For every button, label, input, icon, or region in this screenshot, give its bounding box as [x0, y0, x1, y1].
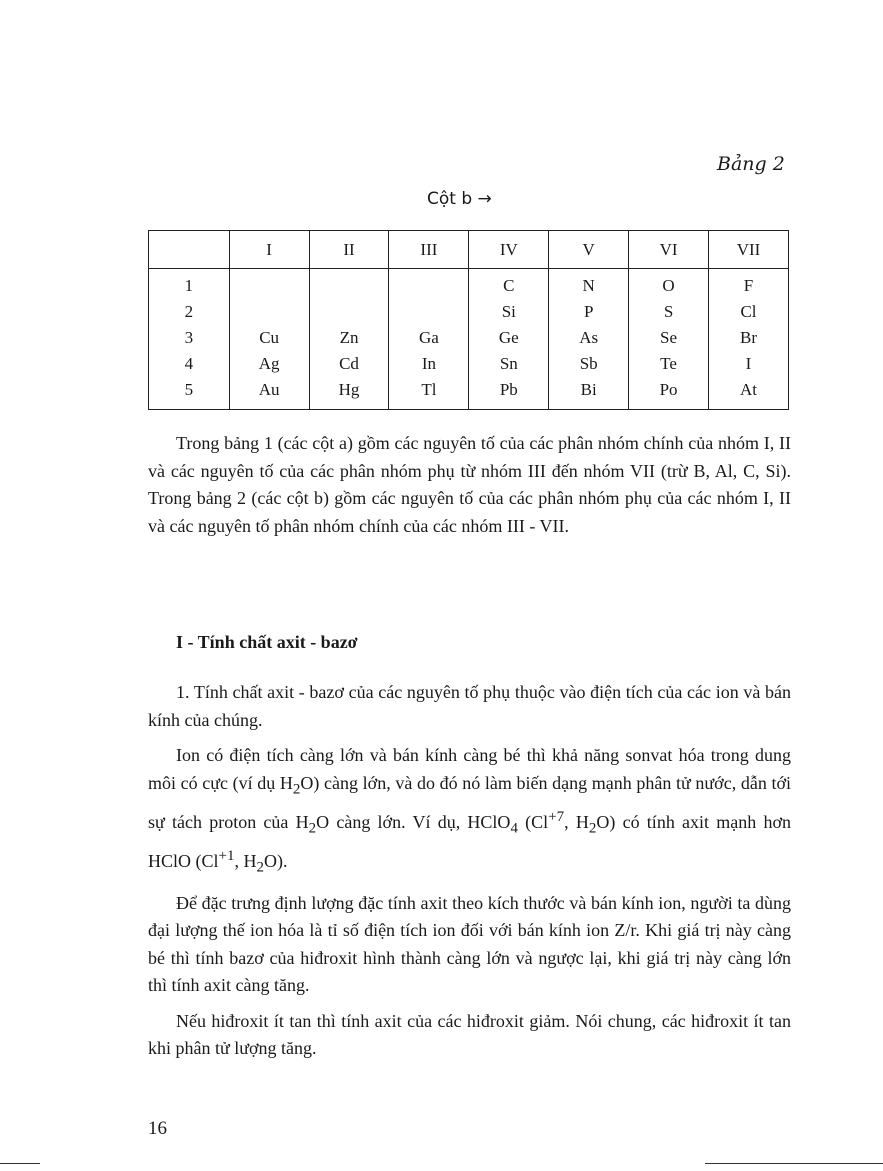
table-cell: O: [629, 269, 709, 300]
table-cell: N: [549, 269, 629, 300]
table-cell: [389, 299, 469, 325]
header-cell: I: [229, 231, 309, 269]
table-cell: P: [549, 299, 629, 325]
header-cell: IV: [469, 231, 549, 269]
table-cell: Pb: [469, 377, 549, 410]
table-cell: I: [708, 351, 788, 377]
table-cell: Ga: [389, 325, 469, 351]
table-cell: C: [469, 269, 549, 300]
table-cell: Sn: [469, 351, 549, 377]
table-cell: Se: [629, 325, 709, 351]
column-label: Cột b →: [427, 189, 492, 209]
table-row: [149, 299, 789, 325]
header-cell: III: [389, 231, 469, 269]
table-header-row: [149, 231, 789, 269]
intro-paragraph: Trong bảng 1 (các cột a) gồm các nguyên tố của các phân nhóm chính của nhóm I, II và các nguyên tố của các phân nhóm phụ từ nhóm III đến nhóm VII (trừ B, Al, C, Si). Trong bảng 2 (các cột b) gồm các nguyên tố của các phân nhóm phụ của các nhóm I, II và các nguyên tố phân nhóm chính của các nhóm III - VII.: [148, 433, 791, 536]
table-cell: Cu: [229, 325, 309, 351]
table-cell: Cd: [309, 351, 389, 377]
intro-paragraph-block: [148, 430, 791, 540]
table-cell: Cl: [708, 299, 788, 325]
table-cell: Au: [229, 377, 309, 410]
periodic-table: [148, 230, 789, 410]
section-heading: I - Tính chất axit - bazơ: [176, 632, 358, 652]
header-cell: II: [309, 231, 389, 269]
table-cell: S: [629, 299, 709, 325]
paragraph-1: 1. Tính chất axit - bazơ của các nguyên tố phụ thuộc vào điện tích của các ion và bán kính của chúng.: [148, 682, 791, 730]
table-cell: [229, 299, 309, 325]
table-cell: Bi: [549, 377, 629, 410]
table-cell: In: [389, 351, 469, 377]
paragraph-3: Để đặc trưng định lượng đặc tính axit theo kích thước và bán kính ion, người ta dùng đại lượng thế ion hóa là tỉ số điện tích ion đối với bán kính ion Z/r. Khi giá trị này càng bé thì tính bazơ của hiđroxit hình thành càng lớn và ngược lại, khi giá trị này càng lớn thì tính axit càng tăng.: [148, 892, 791, 996]
table-cell: Si: [469, 299, 549, 325]
table-cell: At: [708, 377, 788, 410]
table-cell: Te: [629, 351, 709, 377]
table-cell: Ag: [229, 351, 309, 377]
table-cell: Hg: [309, 377, 389, 410]
table-cell: Br: [708, 325, 788, 351]
header-cell: VI: [629, 231, 709, 269]
body-text: [148, 679, 791, 1063]
page-number: 16: [148, 1118, 167, 1139]
table-cell: Sb: [549, 351, 629, 377]
bottom-rule-right: [705, 1163, 883, 1164]
header-cell: V: [549, 231, 629, 269]
table-cell: [389, 269, 469, 300]
table-cell: Po: [629, 377, 709, 410]
table-cell: F: [708, 269, 788, 300]
bottom-rule-left: [0, 1163, 40, 1164]
table-row: [149, 377, 789, 410]
table-row: [149, 351, 789, 377]
table-cell: 5: [149, 377, 230, 410]
table-cell: Tl: [389, 377, 469, 410]
table-cell: Ge: [469, 325, 549, 351]
table-cell: [309, 269, 389, 300]
table-cell: 3: [149, 325, 230, 351]
table-cell: Zn: [309, 325, 389, 351]
paragraph-4: Nếu hiđroxit ít tan thì tính axit của các hiđroxit giảm. Nói chung, các hiđroxit ít tan khi phân tử lượng tăng.: [148, 1010, 791, 1059]
paragraph-2: Ion có điện tích càng lớn và bán kính càng bé thì khả năng sonvat hóa trong dung môi có cực (ví dụ $H_2O$) càng lớn, và do đó nó làm biến dạng mạnh phân tử nước, dẫn tới sự tách proton của $H_2O$ càng lớn. Ví dụ, HClO$_4$ ($Cl^{+7}$, $H_2O$) có tính axit mạnh hơn HClO ($Cl^{+1}$, $H_2O$).: [148, 745, 791, 876]
header-cell: [149, 231, 230, 269]
table-cell: As: [549, 325, 629, 351]
table-cell: [309, 299, 389, 325]
table-cell: 1: [149, 269, 230, 300]
table-cell: 4: [149, 351, 230, 377]
table-cell: 2: [149, 299, 230, 325]
table-row: [149, 269, 789, 300]
table-row: [149, 325, 789, 351]
table-cell: [229, 269, 309, 300]
table-caption: Bảng 2: [717, 153, 785, 175]
header-cell: VII: [708, 231, 788, 269]
